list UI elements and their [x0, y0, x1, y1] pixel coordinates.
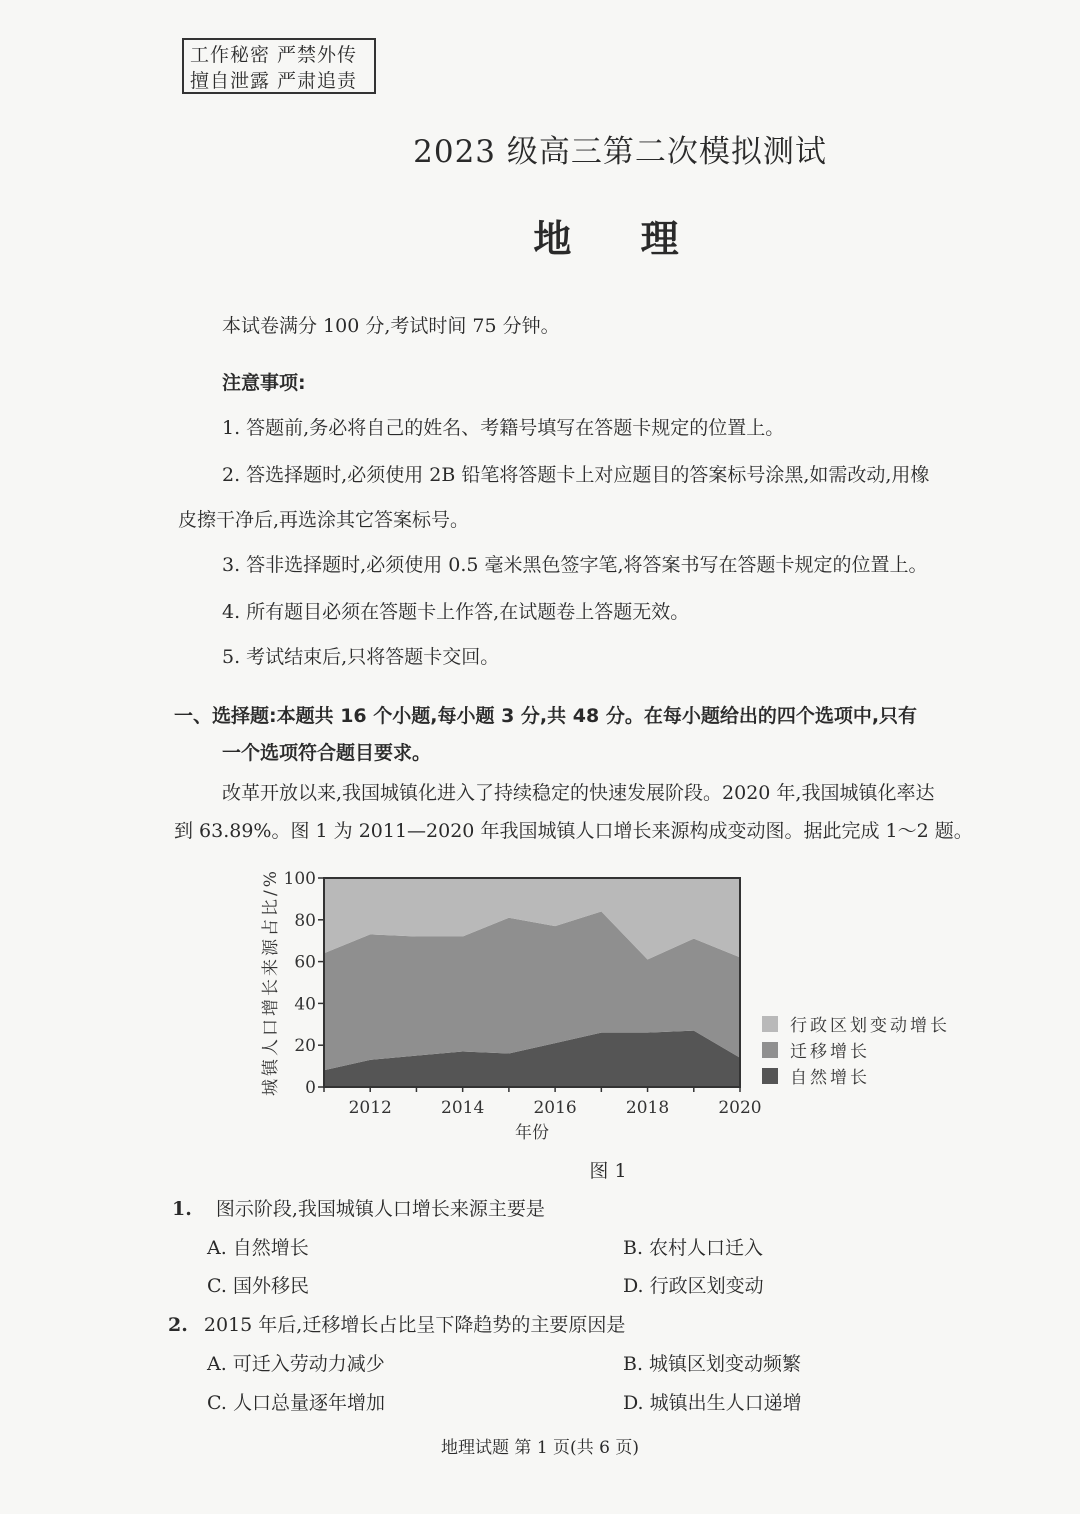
section-1-heading: 一、选择题:本题共 16 个小题,每小题 3 分,共 48 分。在每小题给出的四个选项中,只有 [174, 705, 918, 727]
x-tick-label: 2014 [441, 1098, 485, 1118]
chart-svg [250, 860, 970, 1150]
note-item-2: 2. 答选择题时,必须使用 2B 铅笔将答题卡上对应题目的答案标号涂黑,如需改动,用橡 [222, 464, 930, 486]
note-item-1: 1. 答题前,务必将自己的姓名、考籍号填写在答题卡规定的位置上。 [222, 417, 785, 439]
legend-label: 迁移增长 [790, 1042, 870, 1062]
y-tick-label: 20 [294, 1036, 316, 1057]
y-tick-label: 80 [294, 910, 316, 931]
x-tick-label: 2016 [533, 1098, 577, 1118]
notes-heading: 注意事项: [222, 372, 306, 394]
y-tick-label: 0 [305, 1078, 316, 1098]
exam-title: 2023 级高三第二次模拟测试 [413, 134, 827, 170]
legend-label: 行政区划变动增长 [790, 1016, 950, 1036]
exam-intro: 本试卷满分 100 分,考试时间 75 分钟。 [222, 315, 560, 337]
subject-title: 地 理 [533, 217, 707, 261]
question-2 [168, 1310, 625, 1337]
question-number: 2. [168, 1314, 188, 1336]
legend-label: 自然增长 [790, 1068, 870, 1088]
y-tick-label: 100 [283, 869, 316, 889]
question-number: 1. [172, 1198, 192, 1220]
note-item-5: 5. 考试结束后,只将答题卡交回。 [222, 646, 500, 668]
stamp-line-1: 工作秘密 严禁外传 [190, 44, 358, 66]
q1-option-c[interactable]: C. 国外移民 [207, 1275, 309, 1297]
q1-option-a[interactable]: A. 自然增长 [207, 1237, 309, 1259]
x-axis-label: 年份 [515, 1123, 549, 1143]
q2-option-a[interactable]: A. 可迁入劳动力减少 [207, 1353, 385, 1375]
note-item-3: 3. 答非选择题时,必须使用 0.5 毫米黑色签字笔,将答案书写在答题卡规定的位置上。 [222, 554, 928, 576]
confidential-stamp [182, 38, 376, 94]
legend-swatch [762, 1068, 778, 1084]
urban-population-chart [250, 860, 970, 1150]
figure-caption: 图 1 [589, 1160, 627, 1182]
question-stem: 图示阶段,我国城镇人口增长来源主要是 [215, 1198, 545, 1220]
q2-option-c[interactable]: C. 人口总量逐年增加 [207, 1392, 385, 1414]
legend-swatch [762, 1042, 778, 1058]
page-footer: 地理试题 第 1 页(共 6 页) [441, 1438, 639, 1458]
question-stem: 2015 年后,迁移增长占比呈下降趋势的主要原因是 [203, 1314, 626, 1336]
passage-line-2: 到 63.89%。图 1 为 2011—2020 年我国城镇人口增长来源构成变动图。据此完成 1～2 题。 [174, 820, 973, 842]
y-axis-label: 城镇人口增长来源占比/% [261, 868, 281, 1096]
passage-line-1: 改革开放以来,我国城镇化进入了持续稳定的快速发展阶段。2020 年,我国城镇化率达 [222, 782, 935, 804]
section-1-heading-cont: 一个选项符合题目要求。 [222, 742, 432, 764]
legend-swatch [762, 1016, 778, 1032]
stamp-line-2: 擅自泄露 严肃追责 [190, 70, 358, 92]
x-tick-label: 2018 [625, 1098, 670, 1118]
y-tick-label: 40 [294, 994, 316, 1015]
y-tick-label: 60 [294, 952, 316, 973]
note-item-4: 4. 所有题目必须在答题卡上作答,在试题卷上答题无效。 [222, 601, 690, 623]
note-item-2-cont: 皮擦干净后,再选涂其它答案标号。 [178, 509, 470, 531]
q2-option-d[interactable]: D. 城镇出生人口递增 [623, 1392, 802, 1414]
q1-option-b[interactable]: B. 农村人口迁入 [623, 1237, 764, 1259]
x-tick-label: 2012 [348, 1098, 392, 1118]
x-tick-label: 2020 [718, 1098, 762, 1118]
q1-option-d[interactable]: D. 行政区划变动 [623, 1275, 764, 1297]
q2-option-b[interactable]: B. 城镇区划变动频繁 [623, 1353, 802, 1375]
question-1 [172, 1194, 545, 1221]
